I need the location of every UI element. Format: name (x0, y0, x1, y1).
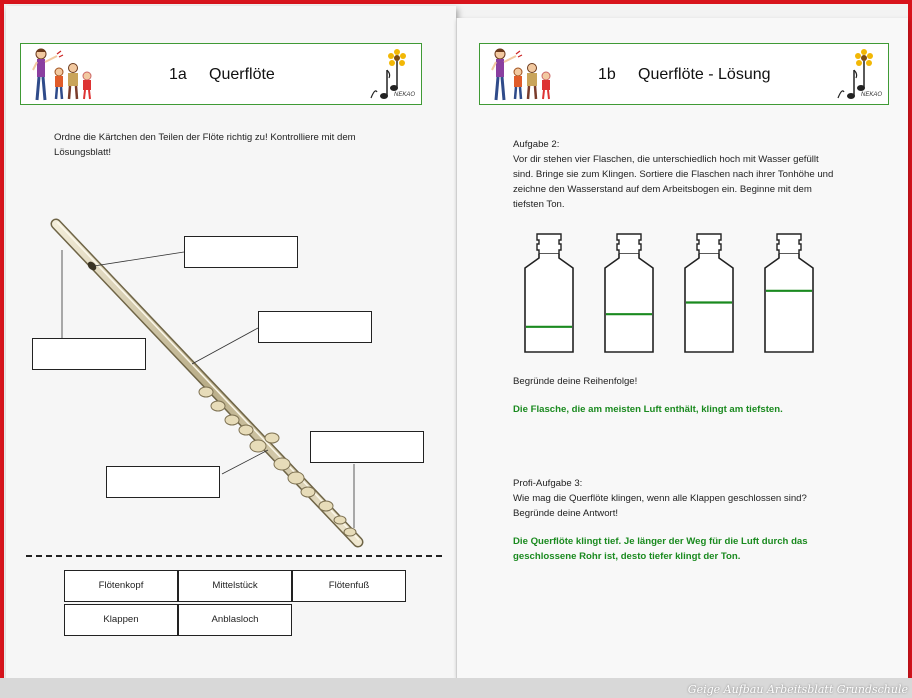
card-klappen[interactable]: Klappen (64, 604, 178, 636)
answer-2-line-1: Die Querflöte klingt tief. Je länger der Weg für die Luft durch das (513, 536, 808, 547)
nekao-logo-text: NEKAO (393, 92, 415, 98)
children-music-illustration (490, 46, 566, 104)
page-number-1a: 1a (169, 66, 187, 83)
worksheet-page-left (6, 6, 456, 678)
label-box-top[interactable] (184, 236, 298, 268)
label-box-lower-left[interactable] (106, 466, 220, 498)
card-anblasloch[interactable]: Anblasloch (178, 604, 292, 636)
task2-line-4: tiefsten Ton. (513, 199, 565, 210)
task2-line-3: zeichne den Wasserstand auf dem Arbeitsbogen ein. Beginne mit dem (513, 184, 812, 195)
card-floetenkopf[interactable]: Flötenkopf (64, 570, 178, 602)
answer-2-line-2: geschlossene Rohr ist, desto tiefer klingt der Ton. (513, 551, 741, 562)
task2-line-2: sind. Bringe sie zum Klingen. Sortiere die Flaschen nach ihrer Tonhöhe und (513, 169, 834, 180)
page-header-right (479, 43, 889, 105)
label-box-left[interactable] (32, 338, 146, 370)
label-box-middle-right[interactable] (258, 311, 372, 343)
page-title-left: Querflöte (209, 66, 275, 83)
task3-line-1: Wie mag die Querflöte klingen, wenn alle Klappen geschlossen sind? (513, 493, 807, 504)
answer-1: Die Flasche, die am meisten Luft enthält, klingt am tiefsten. (513, 404, 783, 415)
card-mittelstueck[interactable]: Mittelstück (178, 570, 292, 602)
card-floetenfuss[interactable]: Flötenfuß (292, 570, 406, 602)
task2-line-1: Vor dir stehen vier Flaschen, die unterschiedlich hoch mit Wasser gefüllt (513, 154, 819, 165)
answer-2 (513, 534, 903, 564)
task2-block (513, 137, 893, 212)
nekao-logo-text: NEKAO (860, 92, 882, 98)
bottle-3 (685, 234, 733, 352)
cut-line (26, 555, 442, 557)
bottle-1 (525, 234, 573, 352)
page-title-right: Querflöte - Lösung (638, 66, 771, 83)
task3-block (513, 476, 893, 521)
bottle-4 (765, 234, 813, 352)
bottles-illustration (517, 230, 837, 356)
task3-line-2: Begründe deine Antwort! (513, 508, 619, 519)
page-number-1b: 1b (598, 66, 616, 83)
task3-label: Profi-Aufgabe 3: (513, 478, 583, 489)
nekao-logo (832, 48, 882, 102)
task2-label: Aufgabe 2: (513, 139, 560, 150)
worksheet-page-right (456, 18, 908, 678)
label-box-lower-right[interactable] (310, 431, 424, 463)
bottle-2 (605, 234, 653, 352)
reason-prompt: Begründe deine Reihenfolge! (513, 376, 638, 387)
instruction-text: Ordne die Kärtchen den Teilen der Flöte richtig zu! Kontrolliere mit dem Lösungsblatt! (54, 132, 356, 158)
watermark-text: Geige Aufbau Arbeitsblatt Grundschule (687, 683, 908, 696)
